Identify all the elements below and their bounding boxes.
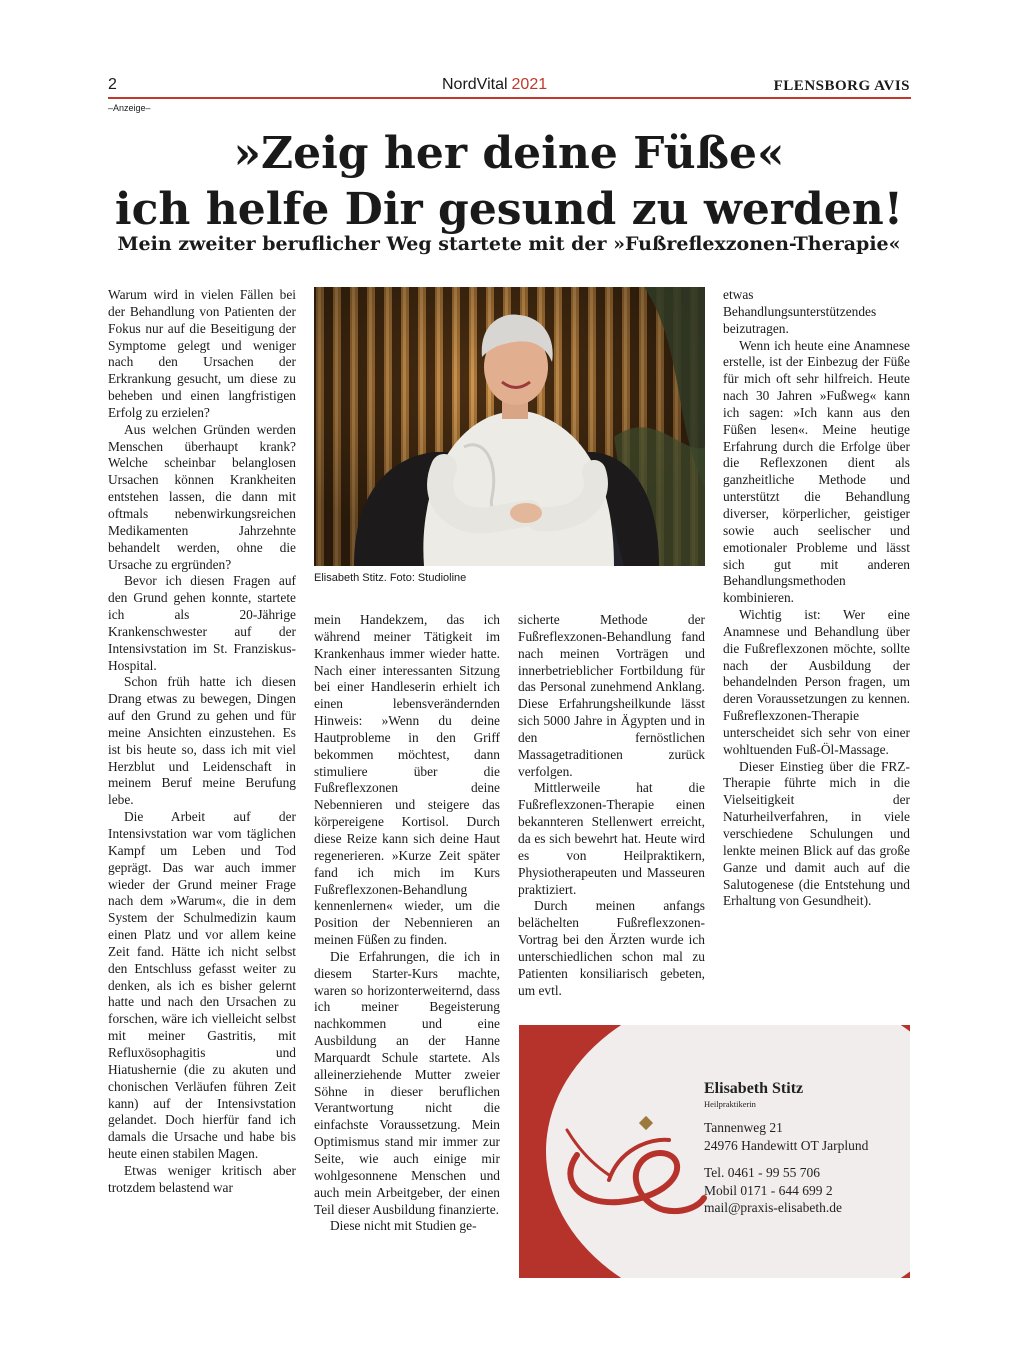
portrait-photo (314, 287, 705, 566)
business-card-ad (519, 1025, 910, 1278)
paragraph: Mittlerweile hat die Fußreflexzonen-Therapie einen bekannteren Stellenwert erreicht, da es sich bewehrt hat. Heute wird es von Heilpraktikern, Physiotherapeuten und Masseuren praktiziert. (518, 780, 705, 897)
paragraph: Durch meinen anfangs belächelten Fußreflexzonen-Vortrag bei den Ärzten wurde ich unterschiedlichen schon mal zu Patienten konsiliarisch gebeten, um evtl. (518, 898, 705, 998)
ad-phone: Tel. 0461 - 99 55 706 (704, 1165, 821, 1180)
paragraph: Schon früh hatte ich diesen Drang etwas zu bewegen, Dingen auf den Grund zu gehen und für meine Ansichten einzustehen. Es ist bis heute so, dass ich mit viel Herzblut und Leidenschaft in meinem Beruf meine Berufung lebe. (108, 674, 296, 808)
article-column-2 (314, 612, 500, 1235)
magazine-year: 2021 (511, 76, 548, 93)
article-column-3 (518, 612, 705, 999)
ad-role: Heilpraktikerin (704, 1099, 756, 1109)
ad-street: Tannenweg 21 (704, 1120, 783, 1135)
paragraph: Warum wird in vielen Fällen bei der Behandlung von Patienten der Fokus nur auf die Beseitigung der Symptome gelegt und weniger nach den Ursachen der Erkrankung gesucht, um diese zu beheben und einen langfristigen Erfolg zu erzielen? (108, 287, 296, 420)
magazine-name: NordVital (442, 76, 508, 93)
paragraph: Aus welchen Gründen werden Menschen überhaupt krank? Welche scheinbar belanglosen Ursachen können Krankheiten entstehen lassen, die dann mit oftmals nebenwirkungsreichen Medikamenten Jahrzehnte behandelt werden, ohne die Ursache zu ergründen? (108, 421, 296, 572)
portrait-image (314, 287, 705, 566)
magazine-title (442, 76, 547, 94)
paragraph: Etwas weniger kritisch aber trotzdem belastend war (108, 1162, 296, 1195)
photo-caption: Elisabeth Stitz. Foto: Studioline (314, 572, 467, 584)
brand-logo: FLENSBORG AVIS (773, 78, 910, 94)
ad-mobile: Mobil 0171 - 644 699 2 (704, 1182, 833, 1198)
paragraph: Die Erfahrungen, die ich in diesem Starter-Kurs machte, waren so horizonterweiternd, dass ich meiner Begeisterung nachkommen und eine Ausbildung an der Hanne Marquardt Schule startete. Als alleinerziehende Mutter zweier Söhne in dieser beruflichen Verantwortung nicht die einfachste Voraussetzung. Mein Optimismus stand mir immer zur Seite, wie auch einige mir wohlgesonnene Menschen und auch mein Arbeitgeber, der einen Teil dieser Ausbildung finanzierte. (314, 948, 500, 1217)
subheadline: Mein zweiter beruflicher Weg startete mit der »Fußreflexzonen-Therapie« (117, 233, 901, 255)
header-rule (108, 97, 911, 99)
ad-city: 24976 Handewitt OT Jarplund (704, 1137, 869, 1153)
paragraph: Bevor ich diesen Fragen auf den Grund gehen konnte, startete ich als 20-Jährige Krankenschwester auf der Intensivstation im St. Franziskus-Hospital. (108, 573, 296, 673)
ad-email: mail@praxis-elisabeth.de (704, 1200, 843, 1215)
paragraph: Dieser Einstieg über die FRZ-Therapie führte mich in die Vielseitigkeit der Naturheilverfahren, in viele verschiedene Schulungen und lenkte meinen Blick auf das große Ganze und damit auch auf die Salutogenese (die Entstehung und Erhaltung von Gesundheit). (723, 758, 910, 909)
article-column-1 (108, 287, 296, 1197)
paragraph: Wichtig ist: Wer eine Anamnese und Behandlung über die Fußreflexzonen möchte, sollte nach der Ausbildung der behandelnden Person fragen, um deren Voraussetzungen zu kennen. Fußreflexzonen-Therapie unterscheidet sich sehr von einer wohltuenden Fuß-Öl-Massage. (723, 607, 910, 757)
headline-2: ich helfe Dir gesund zu werden! (114, 184, 904, 235)
paragraph: Wenn ich heute eine Anamnese erstelle, ist der Einbezug der Füße für mich oft sehr hilfreich. Heute nach 30 Jahren »Fußweg« kann ich sagen: »Ich kann aus den Füßen lesen«. Meine heutige Erfahrung durch die Erfolge über die Reflexzonen dient als ganzheitliche Methode und unterstützt die Behandlung diverser, körperlicher, geistiger sowie auch seelischer und emotionaler Probleme und lässt sich gut mit anderen Behandlungsmethoden kombinieren. (723, 337, 910, 606)
advert-label: –Anzeige– (108, 103, 151, 113)
paragraph: mein Handekzem, das ich während meiner Tätigkeit im Krankenhaus immer wieder hatte. Nach einer interessanten Sitzung bei einer Handleserin erhielt ich einen lebensverändernden Hinweis: »Wenn du deine Hautprobleme in den Griff bekommen möchtest, dann stimuliere über die Fußreflexzonen deine Nebennieren und steigere das körpereigene Kortisol. Durch diese Reize kann sich deine Haut regenerieren. »Kurze Zeit später fand ich mich im Kurs Fußreflexzonen-Behandlung kennenlernen« wieder, um die Position der Nebennieren an meinen Füßen zu finden. (314, 612, 500, 948)
ad-contact-block (704, 1080, 868, 1217)
paragraph: Die Arbeit auf der Intensivstation war vom täglichen Kampf um Leben und Tod geprägt. Das war auch immer wieder der Grund meiner Frage nach dem »Warum«, die in dem System der Schulmedizin kaum einen Platz und vor allem keine Zeit fand. Hätte ich nicht selbst den Entschluss gefasst weiter zu denken, als ich es bisher gelernt hatte und nach den Ursachen zu forschen, wäre ich vielleicht selbst mit meiner Gastritis, mit Refluxösophagitis und Hiatushernie (die zu akuten und chonischen Verläufen führen Zeit kann) auf der Intensivstation gelandet. Doch hierfür fand ich damals die Ursache und habe bis heute einen stabilen Magen. (108, 809, 296, 1162)
page-number: 2 (108, 76, 117, 93)
paragraph: sicherte Methode der Fußreflexzonen-Behandlung fand nach meinen Vorträgen und innerbetrieblicher Fortbildung für das Personal zunehmend Anklang. Diese Erfahrungsheilkunde lässt sich 5000 Jahre in Ägypten und in den fernöstlichen Massagetraditionen zurück verfolgen. (518, 612, 705, 779)
headline-1: »Zeig her deine Füße« (233, 128, 785, 179)
paragraph: etwas Behandlungsunterstützendes beizutragen. (723, 287, 877, 336)
calligraphy-logo-icon (549, 1110, 709, 1220)
ad-name: Elisabeth Stitz (704, 1080, 804, 1097)
paragraph: Diese nicht mit Studien ge- (330, 1218, 477, 1234)
article-column-4 (723, 287, 910, 910)
